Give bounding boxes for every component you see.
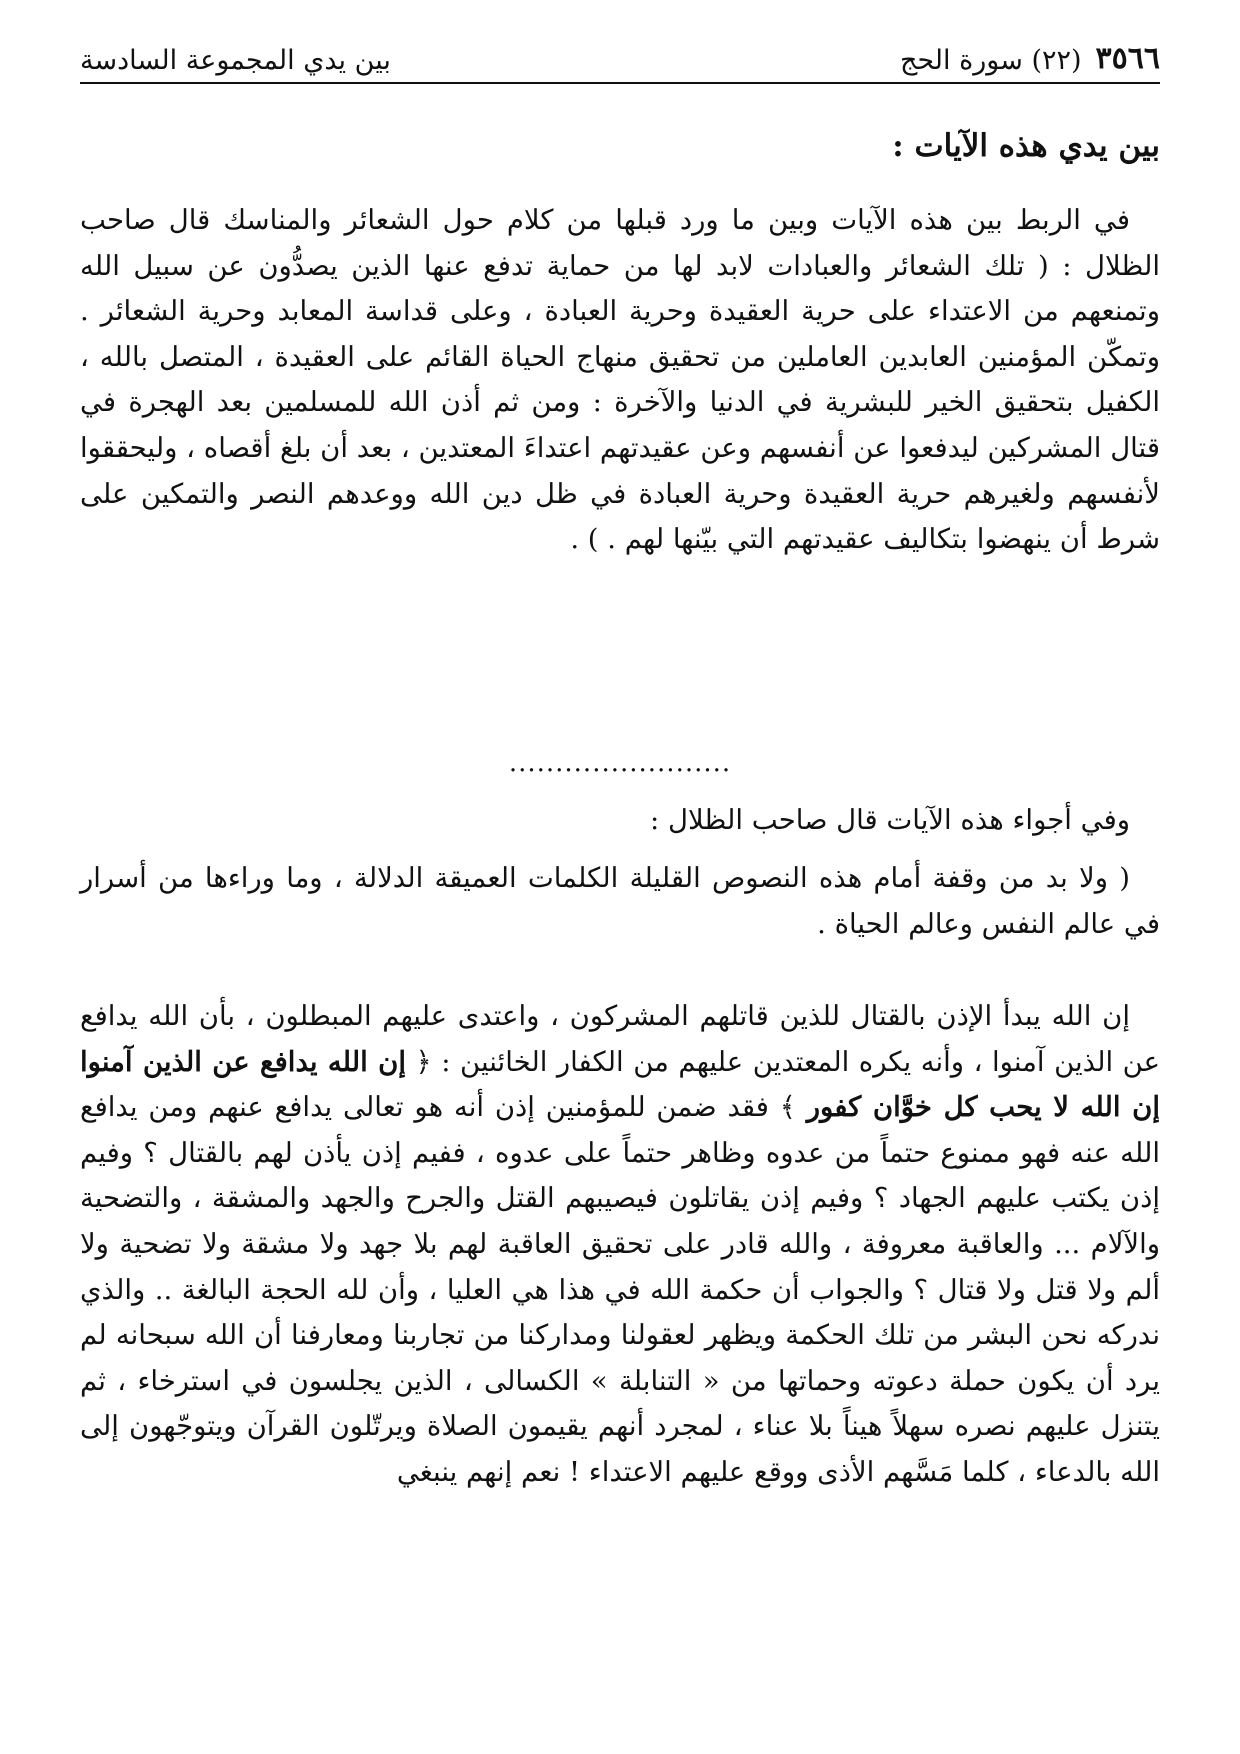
paragraph-4-part-2: ﴾ فقد ضمن للمؤمنين إذن أنه هو تعالى يدافع عنهم ومن يدافع الله عنه فهو ممنوع حتماً من عدوه وظاهر حتماً على عدوه ، ففيم إذن يأذن لهم بالقتال ؟ وفيم إذن يكتب عليهم الجهاد ؟ وفيم إذن يقاتلون فيصيبهم القتل والجرح والجهد والمشقة ، والتضحية والآلام ... والعاقبة معروفة ، والله قادر على تحقيق العاقبة لهم بلا جهد ولا مشقة ولا تضحية ولا ألم ولا قتل ولا قتال ؟ والجواب أن حكمة الله في هذا هي العليا ، وأن لله الحجة البالغة .. والذي ندركه نحن البشر من تلك الحكمة ويظهر لعقولنا ومداركنا من تجاربنا ومعارفنا أن الله سبحانه لم يرد أن يكون حملة دعوته وحماتها من « التنابلة » الكسالى ، الذين يجلسون في استرخاء ، ثم يتنزل عليهم نصره سهلاً هيناً بلا عناء ، لمجرد أنهم يقيمون الصلاة ويرتّلون القرآن ويتوجّهون إلى الله بالدعاء ، كلما مَسَّهم الأذى ووقع عليهم الاعتداء ! نعم إنهم ينبغي [80,1091,1160,1488]
paragraph-4 [80,994,1160,1496]
group-title: بين يدي المجموعة السادسة [80,45,391,76]
header-right [900,41,1160,76]
paragraph-4-part-1: إن الله يبدأ الإذن بالقتال للذين قاتلهم المشركون ، واعتدى عليهم المبطلون ، بأن الله يدافع عن الذين آمنوا ، وأنه يكره المعتدين عليهم من الكفار الخائنين : ﴿ [80,1000,1161,1078]
page-number: ٣٥٦٦ [1095,41,1160,76]
separator: ........................ [508,748,732,778]
paragraph-2: وفي أجواء هذه الآيات قال صاحب الظلال : [649,804,1130,836]
paragraph-3: ( ولا بد من وقفة أمام هذه النصوص القليلة الكلمات العميقة الدلالة ، وما وراءها من أسرار في عالم النفس وعالم الحياة . [80,862,1160,940]
paragraph-1: في الربط بين هذه الآيات وبين ما ورد قبلها من كلام حول الشعائر والمناسك قال صاحب الظلال : ( تلك الشعائر والعبادات لابد لها من حماية تدفع عنها الذين يصدُّون عن سبيل الله وتمنعهم من الاعتداء على حرية العقيدة وحرية العبادة ، وعلى قداسة المعابد وحرية الشعائر . وتمكّن المؤمنين العابدين العاملين من تحقيق منهاج الحياة القائم على العقيدة ، المتصل بالله ، الكفيل بتحقيق الخير للبشرية في الدنيا والآخرة : ومن ثم أذن الله للمسلمين بعد الهجرة في قتال المشركين ليدفعوا عن أنفسهم وعن عقيدتهم اعتداءَ المعتدين ، بعد أن بلغ أقصاه ، وليحققوا لأنفسهم ولغيرهم حرية العقيدة وحرية العبادة في ظل دين الله ووعدهم النصر والتمكين على شرط أن ينهضوا بتكاليف عقيدتهم التي بيّنها لهم . ) . [80,204,1160,556]
page-header [80,36,1160,84]
surah-title: (٢٢) سورة الحج [899,45,1082,76]
page [80,20,1160,1734]
section-title: بين يدي هذه الآيات : [892,128,1160,164]
quran-verse: إن الله يدافع عن الذين آمنوا إن الله لا يحب كل خوَّان كفور [80,1045,1160,1124]
